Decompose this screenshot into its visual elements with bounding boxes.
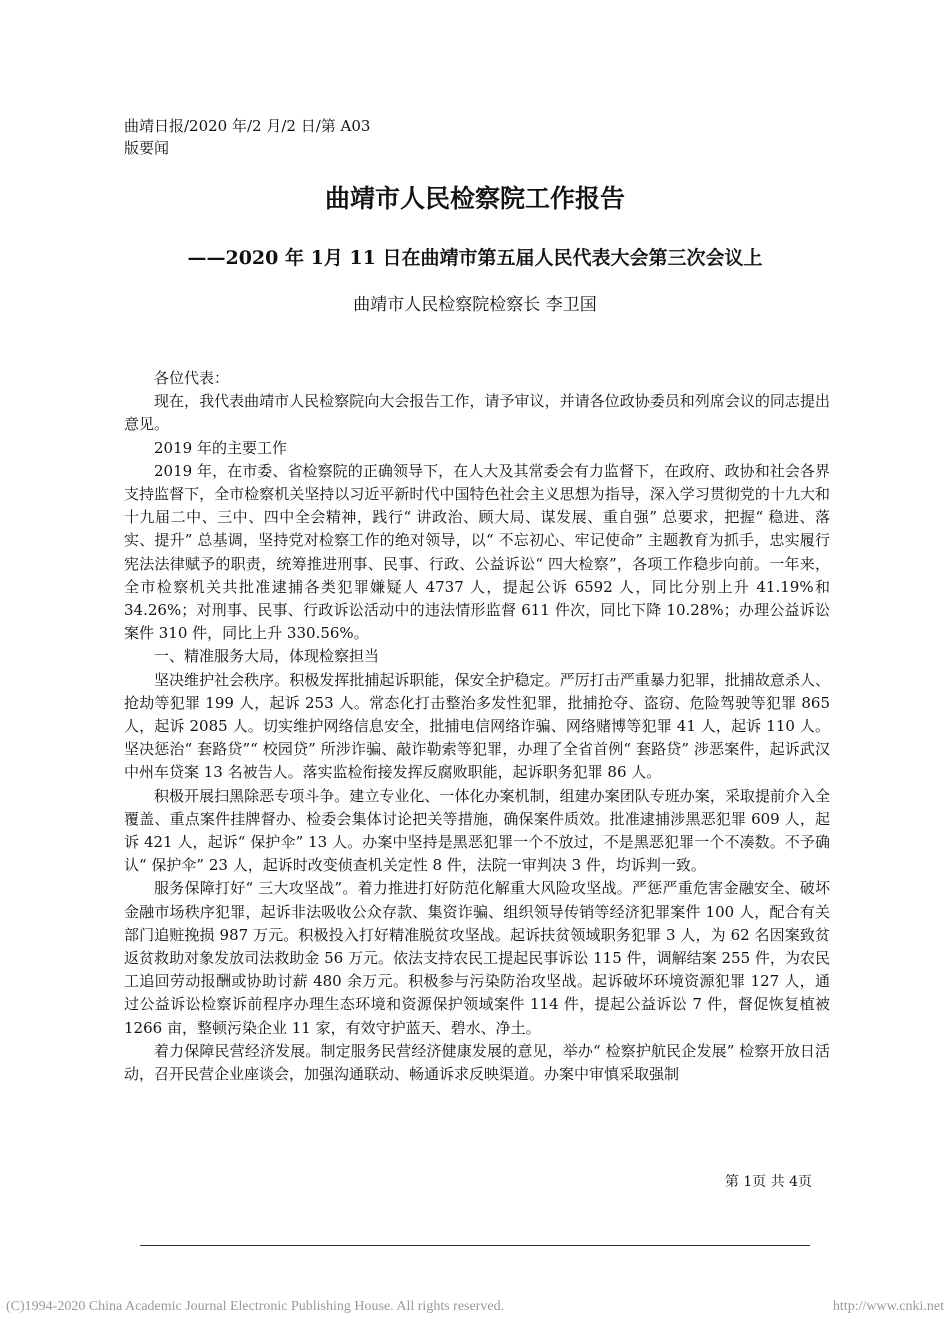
page-number: 第 1页 共 4页 xyxy=(724,1174,812,1190)
document-subtitle: ——2020 年 1月 11 日在曲靖市第五届人民代表大会第三次会议上 xyxy=(187,247,763,269)
website-link[interactable]: http://www.cnki.net xyxy=(832,1299,944,1314)
section-heading: 2019 年的主要工作 xyxy=(154,438,287,457)
body-paragraph: 积极开展扫黑除恶专项斗争。建立专业化、一体化办案机制，组建办案团队专班办案，采取提前介入全覆盖、重点案件挂牌督办、检委会集体讨论把关等措施，确保案件质效。批准逮捕涉黑恶犯罪 609 人，起诉 421 人，起诉“ 保护伞” 13 人。办案中坚持是黑恶犯罪一个不放过，不是黑恶犯罪一个不凑数。不予确认“ 保护伞” 23 人，起诉时改变侦查机关定性 8 件，法院一审判决 3 件，均诉判一致。 xyxy=(124,786,830,875)
source-citation xyxy=(124,115,424,159)
body-paragraph: 2019 年，在市委、省检察院的正确领导下，在人大及其常委会有力监督下，在政府、政协和社会各界支持监督下，全市检察机关坚持以习近平新时代中国特色社会主义思想为指导，深入学习贯彻党的十九大和十九届二中、三中、四中全会精神，践行“ 讲政治、顾大局、谋发展、重自强” 总要求，把握“ 稳进、落实、提升” 总基调，坚持党对检察工作的绝对领导，以“ 不忘初心、牢记使命” 主题教育为抓手，忠实履行宪法法律赋予的职责，统筹推进刑事、民事、行政、公益诉讼“ 四大检察”，各项工作稳步向前。一年来，全市检察机关共批准逮捕各类犯罪嫌疑人 4737 人，提起公诉 6592 人，同比分别上升 41.19%和 34.26%；对刑事、民事、行政诉讼活动中的违法情形监督 611 件次，同比下降 10.28%；办理公益诉讼案件 310 件，同比上升 330.56%。 xyxy=(124,461,830,643)
source-line-2: 版要闻 xyxy=(124,139,170,157)
document-author: 曲靖市人民检察院检察长 李卫国 xyxy=(353,295,597,315)
copyright-footer xyxy=(6,1297,944,1317)
footer-divider xyxy=(140,1245,810,1246)
copyright-text: (C)1994-2020 China Academic Journal Electronic Publishing House. All rights reserved. xyxy=(6,1299,505,1314)
salutation-paragraph: 各位代表： xyxy=(154,369,230,387)
body-paragraph: 现在，我代表曲靖市人民检察院向大会报告工作，请予审议，并请各位政协委员和列席会议的同志提出意见。 xyxy=(124,392,830,434)
body-paragraph: 着力保障民营经济发展。制定服务民营经济健康发展的意见，举办“ 检察护航民企发展” 检察开放日活动，召开民营企业座谈会，加强沟通联动、畅通诉求反映渠道。办案中审慎采取强制 xyxy=(124,1041,830,1084)
body-paragraph: 服务保障打好“ 三大攻坚战”。着力推进打好防范化解重大风险攻坚战。严惩严重危害金融安全、破坏金融市场秩序犯罪，起诉非法吸收公众存款、集资诈骗、组织领导传销等经济犯罪案件 100 人，配合有关部门追赃挽损 987 万元。积极投入打好精准脱贫攻坚战。起诉扶贫领域职务犯罪 3 人，为 62 名因案致贫返贫救助对象发放司法救助金 56 万元。依法支持农民工提起民事诉讼 115 件，调解结案 255 件，为农民工追回劳动报酬或协助讨薪 480 余万元。积极参与污染防治攻坚战。起诉破坏环境资源犯罪 127 人，通过公益诉讼检察诉前程序办理生态环境和资源保护领域案件 114 件，提起公益诉讼 7 件，督促恢复植被 1266 亩，整顿污染企业 11 家，有效守护蓝天、碧水、净土。 xyxy=(124,879,830,1037)
document-body xyxy=(124,367,830,1086)
section-heading: 一、精准服务大局，体现检察担当 xyxy=(154,647,380,666)
document-title: 曲靖市人民检察院工作报告 xyxy=(324,184,625,213)
body-paragraph: 坚决维护社会秩序。积极发挥批捕起诉职能，保安全护稳定。严厉打击严重暴力犯罪，批捕故意杀人、抢劫等犯罪 199 人，起诉 253 人。常态化打击整治多发性犯罪，批捕抢夺、盗窃、危险驾驶等犯罪 865 人，起诉 2085 人。切实维护网络信息安全，批捕电信网络诈骗、网络赌博等犯罪 41 人，起诉 110 人。坚决惩治“ 套路贷”“ 校园贷” 所涉诈骗、敲诈勒索等犯罪，办理了全省首例“ 套路贷” 涉恶案件，起诉武汉中州车贷案 13 名被告人。落实监检衔接发挥反腐败职能，起诉职务犯罪 86 人。 xyxy=(124,670,830,782)
source-line-1: 曲靖日报/2020 年/2 月/2 日/第 A03 xyxy=(124,117,371,135)
